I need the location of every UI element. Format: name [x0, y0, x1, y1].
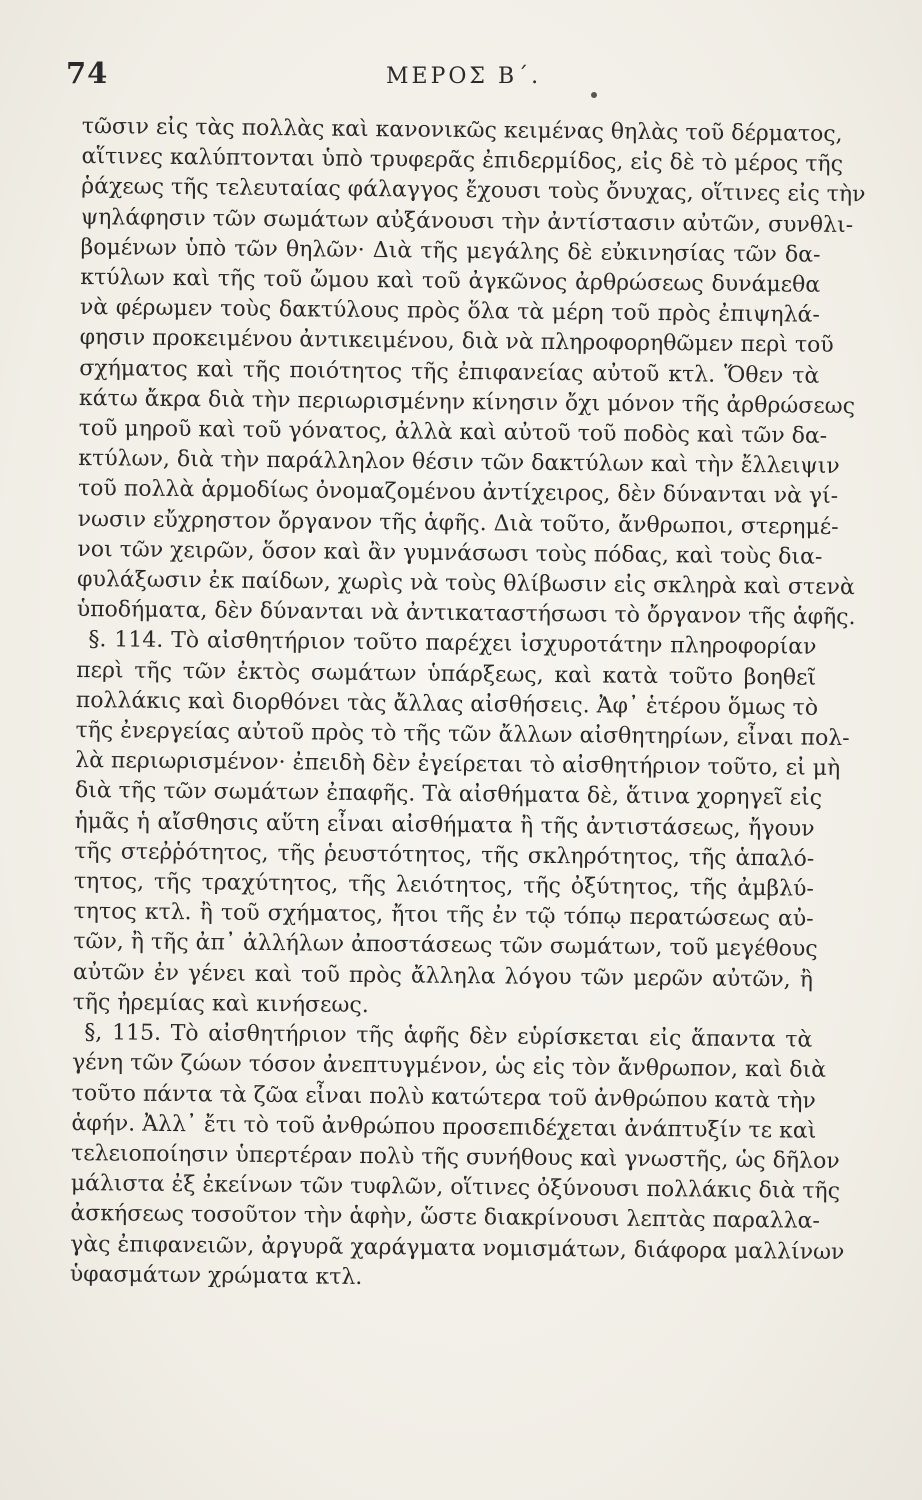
- text-line: λὰ περιωρισμένον· ἐπειδὴ δὲν ἐγείρεται τὸ αἰσθητήριον τοῦτο, εἰ μὴ: [75, 748, 841, 782]
- text-line: μάλιστα ἐξ ἐκείνων τῶν τυφλῶν, οἵτινες ὀξύνουσι πολλάκις διὰ τῆς: [70, 1171, 841, 1205]
- text-line: τῆς στεῤῥότητος, τῆς ῥευστότητος, τῆς σκληρότητος, τῆς ἁπαλό-: [74, 838, 815, 872]
- ink-dot: [591, 92, 597, 98]
- text-line: τῆς ἐνεργείας αὐτοῦ πρὸς τὸ τῆς τῶν ἄλλων αἰσθητηρίων, εἶναι πολ-: [75, 718, 850, 752]
- text-line: περὶ τῆς τῶν ἐκτὸς σωμάτων ὑπάρξεως, καὶ κατὰ τοῦτο βοηθεῖ: [76, 657, 817, 691]
- text-line: τοῦ μηροῦ καὶ τοῦ γόνατος, ἀλλὰ καὶ αὐτοῦ τοῦ ποδὸς καὶ τῶν δα-: [78, 416, 828, 449]
- text-line: τῶσιν εἰς τὰς πολλὰς καὶ κανονικῶς κειμένας θηλὰς τοῦ δέρματος,: [81, 113, 843, 147]
- text-line: φησιν προκειμένου ἀντικειμένου, διὰ νὰ πληροφορηθῶμεν περὶ τοῦ: [79, 325, 834, 359]
- text-line: ψηλάφησιν τῶν σωμάτων αὐξάνουσι τὴν ἀντίστασιν αὐτῶν, συνθλι-: [80, 204, 854, 238]
- text-line: νὰ φέρωμεν τοὺς δακτύλους πρὸς ὅλα τὰ μέρη τοῦ πρὸς ἐπιψηλά-: [79, 295, 821, 328]
- text-line: τῶν, ἢ τῆς ἀπ᾽ ἀλλήλων ἀποστάσεως τῶν σωμάτων, τοῦ μεγέθους: [73, 929, 818, 963]
- text-line: πολλάκις καὶ διορθόνει τὰς ἄλλας αἰσθήσεις. Ἀφ᾽ ἑτέρου ὅμως τὸ: [75, 687, 819, 721]
- section-114-start: §. 114. Τὸ αἰσθητήριον τοῦτο παρέχει ἰσχυροτάτην πληροφορίαν: [88, 627, 817, 661]
- text-line: βομένων ὑπὸ τῶν θηλῶν· Διὰ τῆς μεγάλης δὲ εὐκινησίας τῶν δα-: [80, 234, 821, 268]
- text-line: φυλάξωσιν ἐκ παίδων, χωρὶς νὰ τοὺς θλίβωσιν εἰς σκληρὰ καὶ στενὰ: [76, 567, 855, 601]
- text-line: τοῦ πολλὰ ἁρμοδίως ὀνομαζομένου ἀντίχειρος, δὲν δύνανται νὰ γί-: [77, 476, 839, 510]
- page-number: 74: [66, 56, 109, 90]
- text-line: ἀσκήσεως τοσοῦτον τὴν ἁφὴν, ὥστε διακρίνουσι λεπτὰς παραλλα-: [70, 1201, 821, 1235]
- text-line: γένη τῶν ζώων τόσον ἀνεπτυγμένον, ὡς εἰς τὸν ἄνθρωπον, καὶ διὰ: [71, 1050, 827, 1084]
- text-line: ἁφήν. Ἀλλ᾽ ἔτι τὸ τοῦ ἀνθρώπου προσεπιδέχεται ἀνάπτυξίν τε καὶ: [71, 1110, 817, 1144]
- text-line: αἵτινες καλύπτονται ὑπὸ τρυφερᾶς ἐπιδερμίδος, εἰς δὲ τὸ μέρος τῆς: [81, 144, 844, 178]
- text-line: τοῦτο πάντα τὰ ζῶα εἶναι πολὺ κατώτερα τοῦ ἀνθρώπου κατὰ τὴν: [71, 1080, 816, 1114]
- text-line: νοι τῶν χειρῶν, ὅσον καὶ ἂν γυμνάσωσι τοὺς πόδας, καὶ τοὺς δια-: [77, 536, 823, 570]
- text-line: γὰς ἐπιφανειῶν, ἀργυρᾶ χαράγματα νομισμάτων, διάφορα μαλλίνων: [70, 1231, 845, 1265]
- text-line: κτύλων, διὰ τὴν παράλληλον θέσιν τῶν δακτύλων καὶ τὴν ἔλλειψιν: [78, 446, 840, 480]
- text-line: κάτω ἄκρα διὰ τὴν περιωρισμένην κίνησιν ὄχι μόνον τῆς ἀρθρώσεως: [78, 385, 856, 419]
- text-line: ἡμᾶς ἡ αἴσθησις αὕτη εἶναι αἰσθήματα ἢ τῆς ἀντιστάσεως, ἤγουν: [74, 808, 815, 842]
- text-line: ὑποδήματα, δὲν δύνανται νὰ ἀντικαταστήσωσι τὸ ὄργανον τῆς ἁφῆς.: [76, 597, 856, 631]
- text-line: διὰ τῆς τῶν σωμάτων ἐπαφῆς. Τὰ αἰσθήματα δὲ, ἅτινα χορηγεῖ εἰς: [74, 778, 823, 812]
- text-line: τελειοποίησιν ὑπερτέραν πολὺ τῆς συνήθους καὶ γνωστῆς, ὡς δῆλον: [70, 1140, 840, 1174]
- text-line: νωσιν εὔχρηστον ὄργανον τῆς ἁφῆς. Διὰ τοῦτο, ἄνθρωποι, στερημέ-: [77, 506, 839, 540]
- section-115-start: §, 115. Τὸ αἰσθητήριον τῆς ἁφῆς δὲν εὑρίσκεται εἰς ἅπαντα τὰ: [84, 1020, 813, 1053]
- text-line: αὐτῶν ἐν γένει καὶ τοῦ πρὸς ἄλληλα λόγου τῶν μερῶν αὐτῶν, ἢ: [72, 959, 814, 993]
- text-line: ῥάχεως τῆς τελευταίας φάλαγγος ἔχουσι τοὺς ὄνυχας, οἵτινες εἰς τὴν: [81, 174, 866, 208]
- text-line: ὑφασμάτων χρώματα κτλ.: [69, 1261, 363, 1290]
- running-head: ΜΕΡΟΣ Β΄.: [386, 64, 542, 89]
- body-text: [69, 112, 866, 1298]
- text-line: τητος κτλ. ἢ τοῦ σχήματος, ἤτοι τῆς ἐν τῷ τόπῳ περατώσεως αὐ-: [73, 899, 814, 932]
- text-line: τῆς ἠρεμίας καὶ κινήσεως.: [72, 989, 369, 1018]
- text-line: σχήματος καὶ τῆς ποιότητος τῆς ἐπιφανείας αὐτοῦ κτλ. Ὅθεν τὰ: [79, 355, 820, 389]
- text-line: κτύλων καὶ τῆς τοῦ ὤμου καὶ τοῦ ἀγκῶνος ἀρθρώσεως δυνάμεθα: [80, 265, 821, 298]
- text-line: τητος, τῆς τραχύτητος, τῆς λειότητος, τῆς ὀξύτητος, τῆς ἀμβλύ-: [73, 869, 815, 902]
